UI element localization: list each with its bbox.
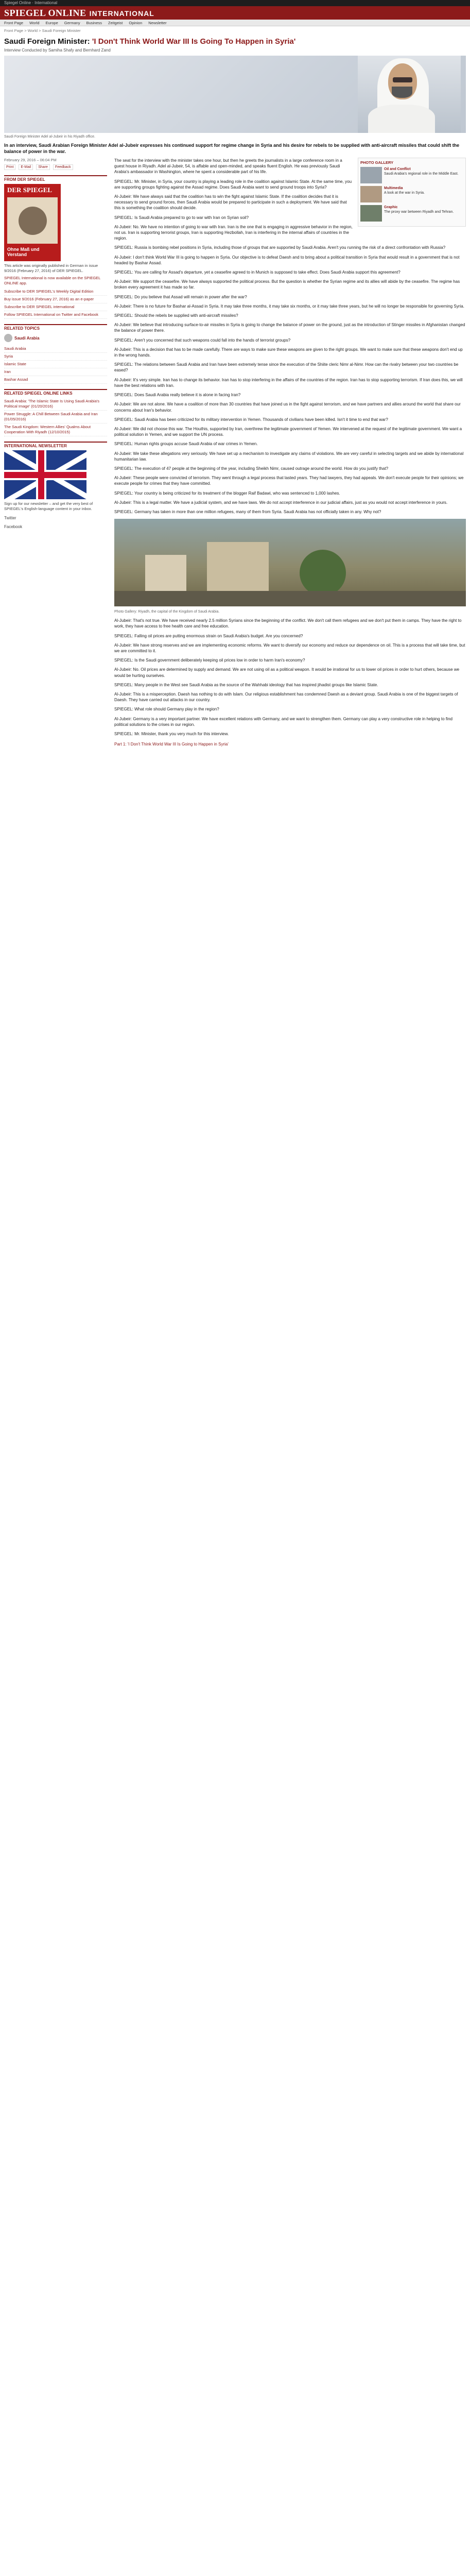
paragraph: Al-Jubeir: This is a legal matter. We have a judicial system, and we have laws. We do not accept interference in our judicial affairs, just as you would not accept interference in yours.: [114, 500, 448, 505]
pagination-link[interactable]: Part 1: 'I Don't Think World War III Is Going to Happen in Syria': [114, 742, 229, 747]
magazine-cover[interactable]: [4, 184, 61, 261]
list-item[interactable]: Subscribe to DER SPIEGEL international: [4, 303, 107, 311]
topic-link[interactable]: Islamic State: [4, 361, 107, 368]
paragraph: SPIEGEL: Germany has taken in more than one million refugees, many of them from Syria. Saudi Arabia has not officially taken in any. Why not?: [114, 509, 381, 514]
paragraph: SPIEGEL: Many people in the West see Saudi Arabia as the source of the Wahhabi ideology that has inspired jihadist groups like Islamic State.: [114, 682, 378, 687]
related-item[interactable]: [360, 167, 463, 183]
topic-link[interactable]: Bashar Assad: [4, 376, 107, 384]
section-title: FROM DER SPIEGEL: [4, 175, 107, 182]
section-title: RELATED SPIEGEL ONLINE LINKS: [4, 389, 107, 396]
main-nav: [0, 20, 470, 26]
article-title: [4, 37, 466, 46]
email-button[interactable]: E-Mail: [19, 164, 33, 170]
sidebar: [4, 158, 107, 752]
topic-link[interactable]: Iran: [4, 368, 107, 376]
article-date: February 29, 2016 – 06:04 PM: [4, 158, 57, 162]
cover-title: Ohne Maß und Verstand: [7, 247, 40, 257]
paragraph: Al-Jubeir: This is a decision that has to be made carefully. There are ways to make sure these weapons are given to the right groups. We want to make sure that these weapons don't end up in the wrong hands.: [114, 347, 463, 358]
related-link[interactable]: Saudi Arabia: 'The Islamic State Is Using Saudi Arabia's Political Image' (01/20/2016): [4, 398, 107, 411]
paragraph: Al-Jubeir: We take these allegations very seriously. We have set up a mechanism to investigate any claims of violations. We are very careful in selecting targets and we abide by international humanitarian law.: [114, 451, 464, 462]
article-body: [114, 158, 466, 752]
paragraph: SPIEGEL: Mr. Minister, in Syria, your country is playing a leading role in the coalition against Islamic State. At the same time, you are supporting groups fighting against the Assad regime. Does Saudi Arabia want to send ground troops into Syria?: [114, 179, 352, 190]
twitter-link[interactable]: Twitter: [4, 516, 16, 520]
breadcrumb[interactable]: Front Page > World > Saudi Foreign Minister: [4, 28, 81, 33]
hero-photo: [4, 56, 466, 133]
related-text: Saudi Arabia's regional role in the Middle East.: [384, 172, 459, 176]
paragraph: SPIEGEL: Is Saudi Arabia prepared to go to war with Iran on Syrian soil?: [114, 215, 249, 220]
paragraph: Al-Jubeir: We did not choose this war. The Houthis, supported by Iran, overthrew the legitimate government of Yemen. We intervened at the request of the legitimate government. We want a political solution in Yemen, and we support the UN process.: [114, 426, 462, 437]
related-thumb: [360, 205, 382, 222]
paragraph: SPIEGEL: You are calling for Assad's departure, yet a ceasefire agreed to in Munich is supposed to take effect. Does Saudi Arabia support this agreement?: [114, 270, 401, 275]
paragraph: SPIEGEL: Your country is being criticized for its treatment of the blogger Raif Badawi, who was sentenced to 1,000 lashes.: [114, 490, 340, 496]
paragraph: Al-Jubeir: There is no future for Bashar al-Assad in Syria. It may take three months, it may take six months, or it may take three years, but he will no longer be responsible for governing Syria.: [114, 303, 465, 309]
paragraph: Al-Jubeir: No. Oil prices are determined by supply and demand. We are not using oil as a political weapon. It would be irrational for us to lower oil prices in order to hurt others, because we would be hurting ourselves.: [114, 667, 460, 678]
related-link[interactable]: The Saudi Kingdom: Western Allies' Qualms About Cooperation With Riyadh (12/10/2015): [4, 423, 107, 436]
facebook-link[interactable]: Facebook: [4, 524, 23, 529]
section-title: INTERNATIONAL NEWSLETTER: [4, 442, 107, 448]
related-box: [358, 158, 466, 227]
paragraph: Al-Jubeir: We support the ceasefire. We have always supported the political process. But the question is whether the Syrian regime and its allies will abide by the ceasefire. The regime has broken every agreement it has made so far.: [114, 279, 460, 290]
union-jack-image[interactable]: [4, 450, 86, 499]
paragraph: SPIEGEL: Human rights groups accuse Saudi Arabia of war crimes in Yemen.: [114, 442, 258, 447]
paragraph: Al-Jubeir: No. We have no intention of going to war with Iran. Iran is the one that is engaging in aggressive behavior in the region, not us. Iran is supporting terrorist groups, Iran is supporting Hezbollah, Iran is interfering in the internal affairs of countries in the region.: [114, 224, 353, 241]
related-title: PHOTO GALLERY: [360, 160, 394, 165]
title-prefix: Saudi Foreign Minister:: [4, 37, 90, 46]
topic-link[interactable]: Syria: [4, 353, 107, 361]
nav-item[interactable]: Front Page: [4, 21, 24, 25]
paragraph: SPIEGEL: Falling oil prices are putting enormous strain on Saudi Arabia's budget. Are you concerned?: [114, 633, 303, 638]
paragraph: Al-Jubeir: We have strong reserves and we are implementing economic reforms. We want to diversify our economy and reduce our dependence on oil. This is a process that will take time, but we are committed to it.: [114, 642, 465, 653]
brand-bar: [0, 6, 470, 20]
nav-item[interactable]: Newsletter: [148, 21, 167, 25]
paragraph: SPIEGEL: Mr. Minister, thank you very much for this interview.: [114, 731, 229, 736]
paragraph: Al-Jubeir: It's very simple. Iran has to change its behavior. Iran has to stop interfering in the affairs of the countries of the region. Iran has to stop supporting terrorism. If Iran does this, we will have the best relations with Iran.: [114, 377, 463, 388]
paragraph: Al-Jubeir: Germany is a very important partner. We have excellent relations with Germany, and we want to strengthen them. Germany can play a very constructive role in helping to find political solutions to the crises in our region.: [114, 716, 452, 727]
photo-caption: Saudi Foreign Minister Adel al-Jubeir in his Riyadh office.: [4, 135, 95, 139]
topic-link[interactable]: Saudi Arabia: [4, 345, 107, 353]
nav-item[interactable]: Europe: [45, 21, 58, 25]
related-text: The proxy war between Riyadh and Tehran.: [384, 210, 454, 214]
related-thumb: [360, 186, 382, 202]
paragraph: SPIEGEL: The relations between Saudi Arabia and Iran have been extremely tense since the execution of the Shiite cleric Nimr al-Nimr. How can the rivalry between your two countries be eased?: [114, 362, 459, 373]
nav-item[interactable]: Germany: [64, 21, 80, 25]
topic-author[interactable]: [4, 334, 107, 342]
nav-item[interactable]: Zeitgeist: [108, 21, 123, 25]
paragraph: SPIEGEL: The execution of 47 people at the beginning of the year, including Sheikh Nimr, caused outrage around the world. How do you justify that?: [114, 466, 389, 471]
newsletter-text: Sign up for our newsletter – and get the very best of SPIEGEL's English-language content in your inbox.: [4, 501, 93, 511]
title-quote: 'I Don't Think World War III Is Going To Happen in Syria': [92, 37, 296, 46]
related-head[interactable]: Graphic: [384, 206, 398, 209]
related-item[interactable]: [360, 205, 463, 222]
print-button[interactable]: Print: [4, 164, 15, 170]
paragraph: Al-Jubeir: I don't think World War III is going to happen in Syria. Our objective is to defeat Daesh and to bring about a political transition in Syria that would result in a government that is not headed by Bashar Assad.: [114, 255, 460, 265]
related-link[interactable]: Power Struggle: A Chill Between Saudi Arabia and Iran (01/05/2016): [4, 411, 107, 423]
nav-item[interactable]: Business: [86, 21, 102, 25]
paragraph: SPIEGEL: What role should Germany play in the region?: [114, 707, 219, 712]
list-item[interactable]: Buy issue 9/2016 (February 27, 2016) as an e-paper: [4, 296, 107, 303]
paragraph: SPIEGEL: Aren't you concerned that such weapons could fall into the hands of terrorist groups?: [114, 337, 291, 343]
article-photo[interactable]: [114, 519, 466, 614]
paragraph: Al-Jubeir: That's not true. We have received nearly 2.5 million Syrians since the beginning of the conflict. We don't call them refugees and we don't put them in camps. They have the right to work, they have access to free health care and free education.: [114, 618, 462, 629]
paragraph: Al-Jubeir: We have always said that the coalition has to win the fight against Islamic State. If the coalition decides that it is necessary to send ground forces, then Saudi Arabia would be prepared to participate in such a deployment. We have said that this is something the coalition should decide.: [114, 194, 347, 211]
share-button[interactable]: Share: [36, 164, 50, 170]
article-photo-caption: Photo Gallery: Riyadh, the capital of the Kingdom of Saudi Arabia.: [114, 610, 220, 614]
paragraph: SPIEGEL: Is the Saudi government deliberately keeping oil prices low in order to harm Iran's economy?: [114, 658, 305, 663]
list-item[interactable]: Subscribe to DER SPIEGEL's Weekly Digital Edition: [4, 288, 107, 296]
paragraph: Al-Jubeir: These people were convicted of terrorism. They went through a legal process that lasted years. They had lawyers, they had appeals. We don't execute people for their opinions; we execute people for crimes that they have committed.: [114, 476, 464, 486]
byline: Interview Conducted by Samiha Shafy and Bernhard Zand: [4, 48, 111, 53]
paragraph: SPIEGEL: Russia is bombing rebel positions in Syria, including those of groups that are supported by Saudi Arabia. Aren't you running the risk of a direct confrontation with Russia?: [114, 245, 446, 250]
logo-sub: INTERNATIONAL: [89, 9, 154, 18]
site-logo[interactable]: [4, 8, 154, 19]
nav-item[interactable]: Opinion: [129, 21, 143, 25]
article-header: [0, 35, 470, 53]
feedback-button[interactable]: Feedback: [53, 164, 73, 170]
section-title: RELATED TOPICS: [4, 324, 107, 331]
list-item[interactable]: Follow SPIEGEL International on Twitter and Facebook: [4, 311, 107, 319]
related-head[interactable]: Multimedia: [384, 187, 403, 190]
paragraph: SPIEGEL: Does Saudi Arabia really believe it is alone in facing Iran?: [114, 393, 241, 398]
cover-image: [7, 197, 58, 244]
article-intro: In an interview, Saudi Arabian Foreign Minister Adel al-Jubeir expresses his continued support for regime change in Syria and his desire for rebels to be supplied with anti-aircraft missiles that could shift the balance of power in the war.: [4, 143, 460, 154]
cover-link[interactable]: SPIEGEL International is now available on the SPIEGEL ONLINE app.: [4, 276, 101, 285]
top-bar: Spiegel Online · International: [0, 0, 470, 6]
avatar: [4, 334, 12, 342]
cover-masthead: DER SPIEGEL: [7, 186, 53, 194]
related-item[interactable]: [360, 186, 463, 202]
related-head[interactable]: Oil and Conflict: [384, 167, 411, 171]
article-tools: [4, 164, 107, 170]
logo-text: SPIEGEL ONLINE: [4, 7, 86, 18]
topic-label[interactable]: Saudi Arabia: [14, 335, 40, 341]
cover-text: This article was originally published in German in issue 9/2016 (February 27, 2016) of DER SPIEGEL.: [4, 263, 98, 273]
paragraph: The seat for the interview with the minister takes one hour, but then he greets the journalists in a large conference room in a guest house in Riyadh. Adel al-Jubeir, 54, is affable and open-minded, and speaks fluent English. He was previously Saudi Arabia's ambassador in Washington, where he spent a considerable part of his life.: [114, 158, 342, 175]
paragraph: Al-Jubeir: This is a misperception. Daesh has nothing to do with Islam. Our religious establishment has condemned Daesh as a deviant group. Saudi Arabia is one of the biggest targets of Daesh. They have carried out attacks in our country.: [114, 691, 458, 703]
paragraph: SPIEGEL: Should the rebels be supplied with anti-aircraft missiles?: [114, 313, 238, 318]
related-thumb: [360, 167, 382, 183]
paragraph: SPIEGEL: Do you believe that Assad will remain in power after the war?: [114, 294, 247, 299]
nav-item[interactable]: World: [29, 21, 40, 25]
paragraph: Al-Jubeir: We believe that introducing surface-to-air missiles in Syria is going to change the balance of power on the ground, just as the introduction of Stinger missiles in Afghanistan changed the balance of power there.: [114, 323, 465, 333]
paragraph: Al-Jubeir: We are not alone. We have a coalition of more than 30 countries that have joined us in the fight against terrorism, and we have partners and allies around the world that share our concerns about Iran's behavior.: [114, 402, 461, 413]
related-text: A look at the war in Syria.: [384, 191, 425, 195]
paragraph: SPIEGEL: Saudi Arabia has been criticized for its military intervention in Yemen. Thousands of civilians have been killed. Isn't it time to end that war?: [114, 417, 388, 422]
